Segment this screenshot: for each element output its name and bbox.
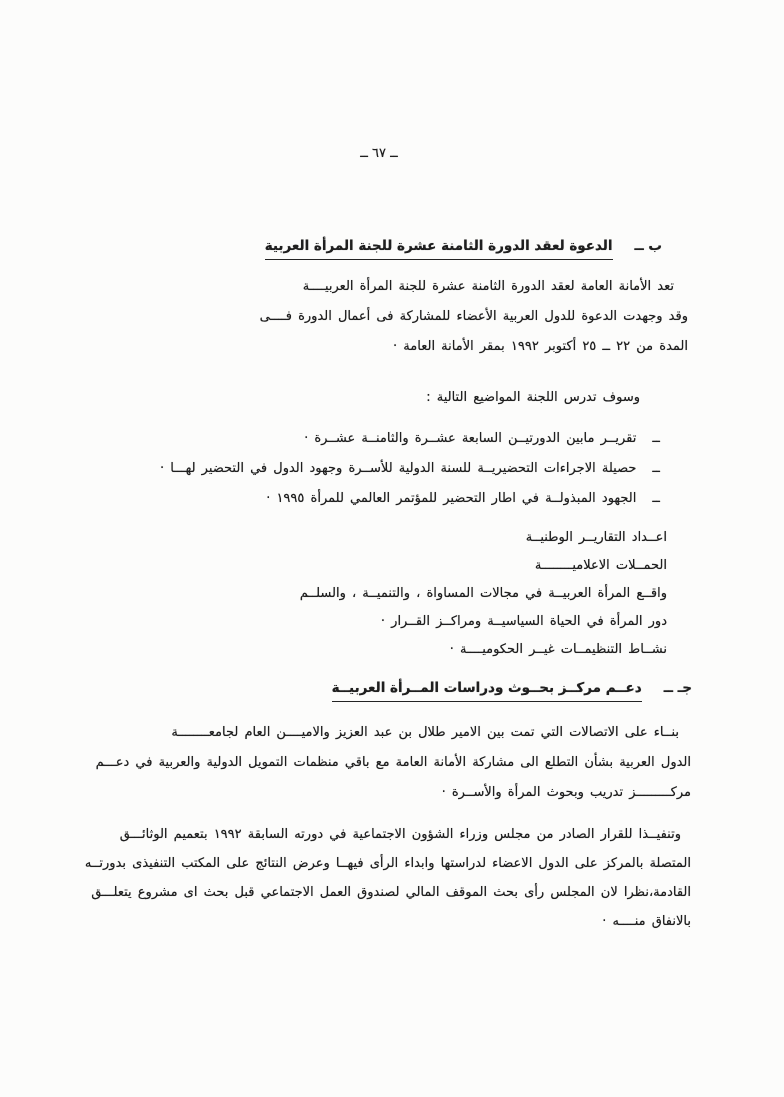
section-b-heading — [265, 238, 662, 260]
topic-text: الجهود المبذولــة في اطار التحضير للمؤتمر العالمي للمرأة ١٩٩٥ · — [266, 491, 637, 506]
section-c-paragraph-2 — [52, 820, 691, 936]
section-c-title: دعــم مركــز بحــوث ودراسات المــرأة العربيــة — [332, 680, 642, 702]
paragraph-line: بنــاء على الاتصالات التي تمت بين الامير طلال بن عبد العزيز والاميــــن العام لجامعــــــــة — [171, 725, 679, 740]
section-b-paragraph — [90, 272, 688, 362]
paragraph-line: تعد الأمانة العامة لعقد الدورة الثامنة عشرة للجنة المرأة العربيــــة — [302, 279, 674, 294]
section-c-paragraph-1 — [52, 718, 691, 808]
topic-item — [80, 484, 660, 514]
subtopic-line: دور المرأة في الحياة السياسيــة ومراكــز القــرار · — [380, 614, 667, 629]
paragraph-line: المتصلة بالمركز على الدول الاعضاء لدراستها وابداء الرأى فيهــا وعرض النتائج على المكتب التنفيذى بدورتــه — [84, 856, 691, 871]
paragraph-line: وقد وجهدت الدعوة للدول العربية الأعضاء للمشاركة فى أعمال الدورة فــــى — [259, 309, 688, 324]
paragraph-line: بالانفاق منــــه · — [602, 914, 691, 929]
paragraph-line: المدة من ٢٢ ــ ٢٥ أكتوبر ١٩٩٢ بمقر الأمانة العامة · — [393, 339, 688, 354]
topics-intro: وسوف تدرس اللجنة المواضيع التالية : — [426, 390, 640, 405]
subtopics-list — [150, 524, 667, 664]
subtopic-line: نشــاط التنظيمــات غيــر الحكوميــــة · — [449, 642, 667, 657]
topic-text: تقريــر مابين الدورتيــن السابعة عشــرة والثامنــة عشــرة · — [304, 431, 637, 446]
page-number: ــ ٦٧ ــ — [360, 146, 398, 161]
paragraph-line: وتنفيــذا للقرار الصادر من مجلس وزراء الشؤون الاجتماعية في دورته السابقة ١٩٩٢ بتعميم الوثائـــق — [119, 827, 681, 842]
dash-marker: ــ — [652, 461, 660, 476]
paragraph-line: القادمة،نظرا لان المجلس رأى بحث الموقف المالي لصندوق العمل الاجتماعي قبل بحث اى مشروع يتعلـــق — [91, 885, 691, 900]
paragraph-line: مركـــــــــز تدريب وبحوث المرأة والأســرة · — [441, 785, 691, 800]
section-b-title: الدعوة لعقد الدورة الثامنة عشرة للجنة المرأة العربية — [265, 238, 613, 260]
subtopic-line: اعــداد التقاريــر الوطنيــة — [525, 530, 667, 545]
dash-marker: ــ — [652, 431, 660, 446]
dash-marker: ــ — [652, 491, 660, 506]
topic-item — [80, 424, 660, 454]
section-c-marker: جـ ــ — [663, 680, 692, 696]
subtopic-line: واقــع المرأة العربيــة في مجالات المساواة ، والتنميــة ، والسلــم — [299, 586, 667, 601]
topics-list — [80, 424, 660, 514]
topic-text: حصيلة الاجراءات التحضيريــة للسنة الدولية للأســرة وجهود الدول في التحضير لهـــا · — [159, 461, 637, 476]
section-b-marker: ب ــ — [634, 238, 662, 254]
topic-item — [80, 454, 660, 484]
section-c-heading — [332, 680, 692, 702]
subtopic-line: الحمــلات الاعلاميــــــــة — [534, 558, 667, 573]
paragraph-line: الدول العربية بشأن التطلع الى مشاركة الأمانة العامة مع باقي منظمات التمويل الدولية والعربية في دعـــم — [95, 755, 691, 770]
